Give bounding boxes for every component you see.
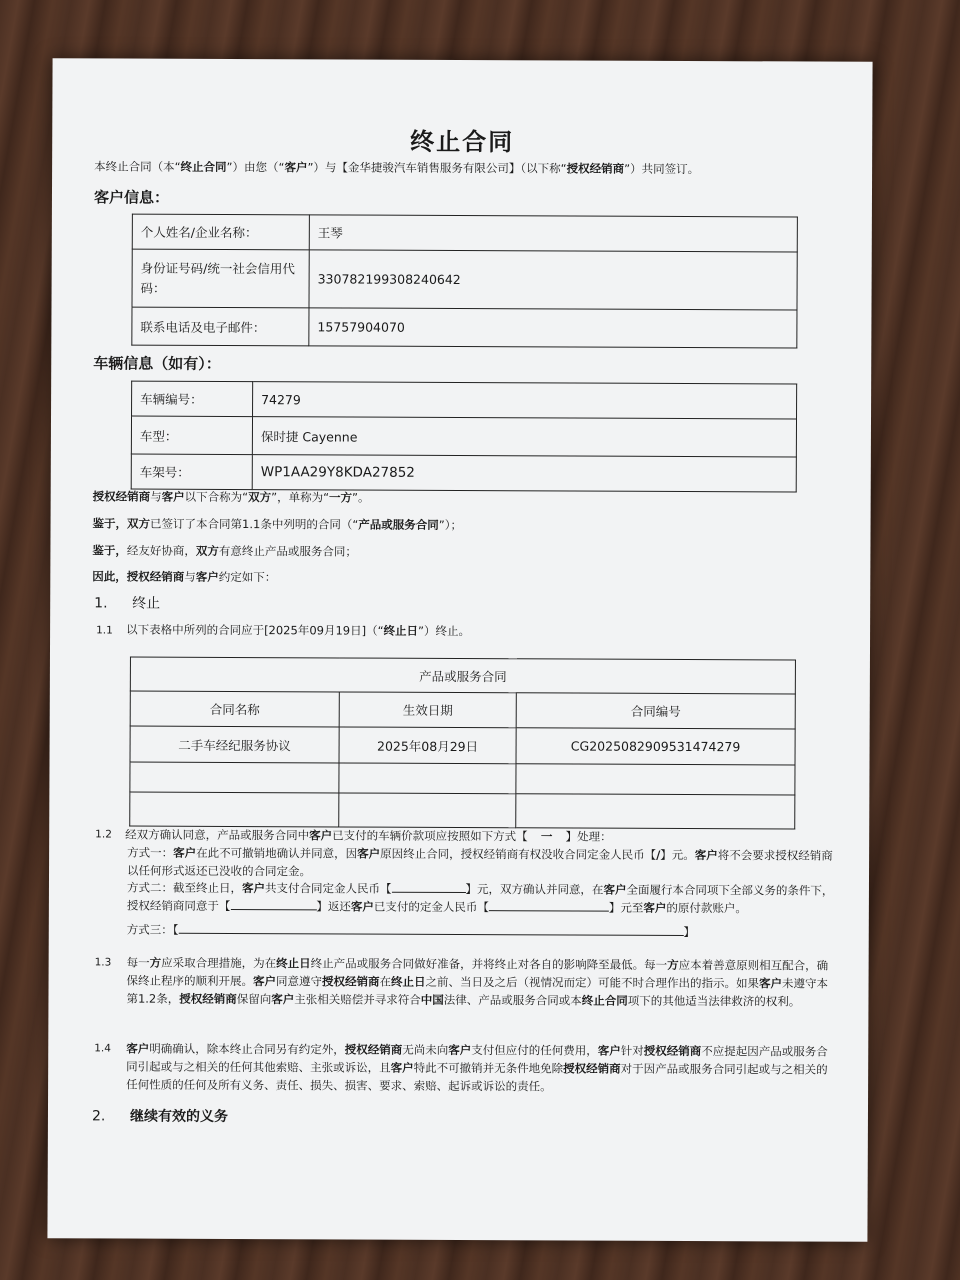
vehicle-value: 保时捷 Cayenne xyxy=(252,417,796,457)
table-row xyxy=(130,726,795,765)
customer-value: 王琴 xyxy=(309,215,797,252)
vehicle-value: 74279 xyxy=(253,382,797,419)
blank-field xyxy=(230,909,316,910)
effective-date-cell xyxy=(339,763,516,794)
blank-field xyxy=(489,910,609,912)
clause-1-2 xyxy=(95,826,837,942)
vehicle-value: WP1AA29Y8KDA27852 xyxy=(252,455,796,492)
vehicle-info-table xyxy=(131,381,797,493)
blank-field xyxy=(179,933,684,936)
vehicle-label: 车架号： xyxy=(131,454,252,490)
column-header: 合同编号 xyxy=(516,693,795,729)
whereas-clause-2: 鉴于，经友好协商，双方有意终止产品或服务合同； xyxy=(92,543,357,559)
contract-number-cell: CG2025082909531474279 xyxy=(516,728,795,765)
vehicle-label: 车辆编号： xyxy=(132,381,253,417)
customer-row xyxy=(132,214,797,252)
contract-number-cell xyxy=(516,764,795,795)
handwritten-slash: / xyxy=(656,847,661,862)
therefore-clause: 因此，授权经销商与客户约定如下： xyxy=(92,569,277,585)
customer-label: 联系电话及电子邮件： xyxy=(132,307,309,346)
contract-paper xyxy=(47,58,872,1242)
column-header: 合同名称 xyxy=(130,691,339,727)
customer-row xyxy=(132,307,797,348)
method-3: 方式三：【 】 xyxy=(126,922,696,940)
vehicle-info-heading: 车辆信息（如有）： xyxy=(93,354,221,373)
whereas-clause-1: 鉴于，双方已签订了本合同第1.1条中列明的合同（“产品或服务合同”）； xyxy=(92,516,463,533)
customer-info-heading: 客户信息： xyxy=(93,188,170,207)
method-2: 方式二：截至终止日，客户共支付合同定金人民币【 】元，双方确认并同意，在客户全面履行本合同项下全部义务的条件下，授权经销商同意于【 】返还客户已支付的定金人民币【 】元至客户的原付款账户。 xyxy=(126,880,834,916)
effective-date-cell xyxy=(339,793,516,828)
clause-1-2-intro: 1.2 经双方确认同意，产品或服务合同中客户已支付的车辆价款项应按照如下方式【 一 】处理： xyxy=(95,826,837,847)
document-title: 终止合同 xyxy=(410,127,515,157)
table-row xyxy=(130,792,795,829)
customer-row xyxy=(132,249,797,310)
customer-label: 身份证号码/统一社会信用代码： xyxy=(132,249,309,308)
parties-definition: 授权经销商与客户以下合称为“双方”，单称为“一方”。 xyxy=(92,489,370,505)
section-1-heading: 1. 终止 xyxy=(94,595,161,612)
clause-1-1: 1.1 以下表格中所列的合同应于[2025年09月19日]（“终止日”）终止。 xyxy=(96,622,471,639)
customer-value: 330782199308240642 xyxy=(309,250,797,310)
intro-paragraph: 本终止合同（本“终止合同”）由您（“客户”）与【金华捷骏汽车销售服务有限公司】（以下称“授权经销商”）共同签订。 xyxy=(94,159,700,177)
contract-name-cell xyxy=(130,792,339,827)
blank-field xyxy=(391,892,465,893)
customer-info-table xyxy=(131,214,798,349)
customer-value: 15757904070 xyxy=(309,308,797,348)
contract-table-caption: 产品或服务合同 xyxy=(130,657,795,694)
contract-number-cell xyxy=(516,794,795,829)
contract-table-header-row xyxy=(130,691,795,729)
table-row xyxy=(130,762,795,795)
vehicle-row xyxy=(132,381,797,419)
vehicle-label: 车型： xyxy=(131,416,252,455)
handwritten-choice: 一 xyxy=(540,829,553,844)
customer-label: 个人姓名/企业名称： xyxy=(132,214,309,250)
vehicle-row xyxy=(131,454,796,492)
vehicle-row xyxy=(131,416,796,457)
clause-1-3: 1.3 每一方应采取合理措施，为在终止日终止产品或服务合同做好准备，并将终止对各自的影响降至最低。每一方应本着善意原则相互配合，确保终止程序的顺利开展。客户同意遵守授权经销商在终止日之前、当日及之后（视情况而定）可能不时合理作出的指示。如果客户未遵守本第1.2条，授权经销商保留向客户主张相关赔偿并寻求符合中国法律、产品或服务合同或本终止合同项下的其他适当法律救济的权利。 xyxy=(94,955,829,1009)
contract-name-cell: 二手车经纪服务协议 xyxy=(130,726,339,763)
column-header: 生效日期 xyxy=(339,692,516,728)
clause-1-4: 1.4 客户明确确认，除本终止合同另有约定外，授权经销商无尚未向客户支付但应付的任何费用，客户针对授权经销商不应提起因产品或服务合同引起或与之相关的任何其他索赔、主张或诉讼，且客户特此不可撤销并无条件地免除授权经销商对于因产品或服务合同引起或与之相关的任何性质的任何及所有义务、责任、损失、损害、要求、索赔、起诉或诉讼的责任。 xyxy=(94,1041,828,1094)
contract-table xyxy=(129,657,796,830)
section-2-heading: 2. 继续有效的义务 xyxy=(91,1108,228,1125)
contract-table-caption-row xyxy=(130,657,795,694)
effective-date-cell: 2025年08月29日 xyxy=(339,727,516,764)
method-1: 方式一：客户在此不可撤销地确认并同意，因客户原因终止合同，授权经销商有权没收合同定金人民币【/】元。客户将不会要求授权经销商以任何形式返还已没收的合同定金。 xyxy=(127,845,833,878)
contract-name-cell xyxy=(130,762,339,793)
